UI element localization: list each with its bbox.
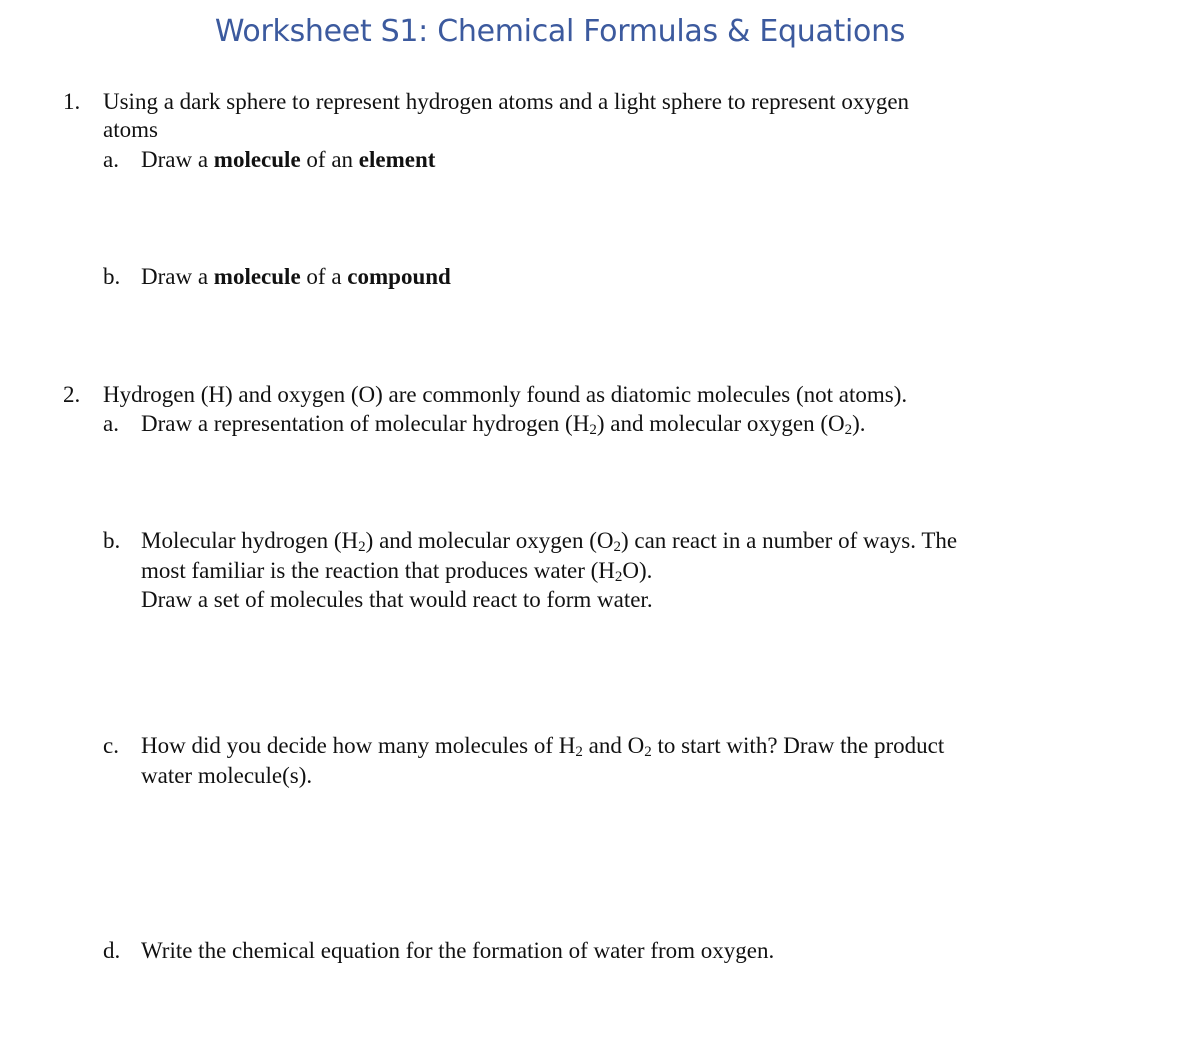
question-1a-bold-element: element	[358, 147, 436, 172]
question-2b-l1-text-3: ) can react in a number of ways. The	[620, 528, 958, 553]
question-1-text-line-2: atoms	[103, 117, 158, 142]
question-2b-l1-sub-2: 2	[613, 539, 621, 555]
question-2d-label: d.	[103, 938, 121, 963]
question-2c-l1-sub-2: 2	[644, 744, 652, 760]
question-2c-l1-text-1: How did you decide how many molecules of H	[141, 733, 576, 758]
question-2a-label: a.	[103, 411, 119, 436]
question-2a-text-3: ).	[852, 411, 866, 436]
question-1a-text	[141, 145, 435, 175]
question-2-text: Hydrogen (H) and oxygen (O) are commonly found as diatomic molecules (not atoms).	[103, 382, 908, 407]
question-2a-sub-1: 2	[589, 422, 597, 438]
question-1-number: 1.	[63, 89, 81, 114]
question-1b-bold-molecule: molecule	[213, 264, 301, 289]
question-2b-l2-sub-1: 2	[614, 569, 623, 585]
question-1b-label: b.	[103, 264, 121, 289]
question-1b-text-pre: Draw a	[141, 264, 214, 289]
question-1a-bold-molecule: molecule	[213, 147, 301, 172]
page-title: Worksheet S1: Chemical Formulas & Equations	[214, 14, 906, 49]
question-2a-text-2: ) and molecular oxygen (O	[596, 411, 845, 436]
question-2b-label: b.	[103, 528, 121, 553]
question-2b-l1-text-1: Molecular hydrogen (H	[141, 528, 359, 553]
question-2c-l1-text-2: and O	[582, 733, 645, 758]
question-1a-text-pre: Draw a	[141, 147, 214, 172]
question-1a-label: a.	[103, 147, 119, 172]
question-2b-text-line-1	[141, 526, 957, 556]
question-1-text-line-1: Using a dark sphere to represent hydrogen atoms and a light sphere to represent oxygen	[103, 89, 910, 114]
question-1b-bold-compound: compound	[347, 264, 451, 289]
question-2-number: 2.	[63, 382, 81, 407]
question-2c-l1-text-3: to start with? Draw the product	[651, 733, 945, 758]
question-1b-text-mid: of a	[300, 264, 348, 289]
question-1b-text	[141, 262, 451, 292]
question-2b-l2-text-2: O).	[622, 558, 653, 583]
question-2c-l1-sub-1: 2	[575, 744, 583, 760]
question-2b-l1-text-2: ) and molecular oxygen (O	[365, 528, 614, 553]
question-2b-l2-text-1: most familiar is the reaction that produces water (H	[141, 558, 615, 583]
question-2b-text-line-2	[141, 556, 652, 586]
question-2c-text-line-1	[141, 731, 944, 761]
question-2c-text-line-2: water molecule(s).	[141, 763, 313, 788]
question-2b-l1-sub-1: 2	[358, 539, 366, 555]
question-2d-text: Write the chemical equation for the formation of water from oxygen.	[141, 938, 775, 963]
question-2b-text-line-3: Draw a set of molecules that would react to form water.	[141, 587, 653, 612]
question-2a-text	[141, 409, 866, 439]
question-1a-text-mid: of an	[300, 147, 359, 172]
question-2a-sub-2: 2	[844, 422, 853, 438]
question-2c-label: c.	[103, 733, 119, 758]
question-2a-text-1: Draw a representation of molecular hydrogen (H	[141, 411, 590, 436]
